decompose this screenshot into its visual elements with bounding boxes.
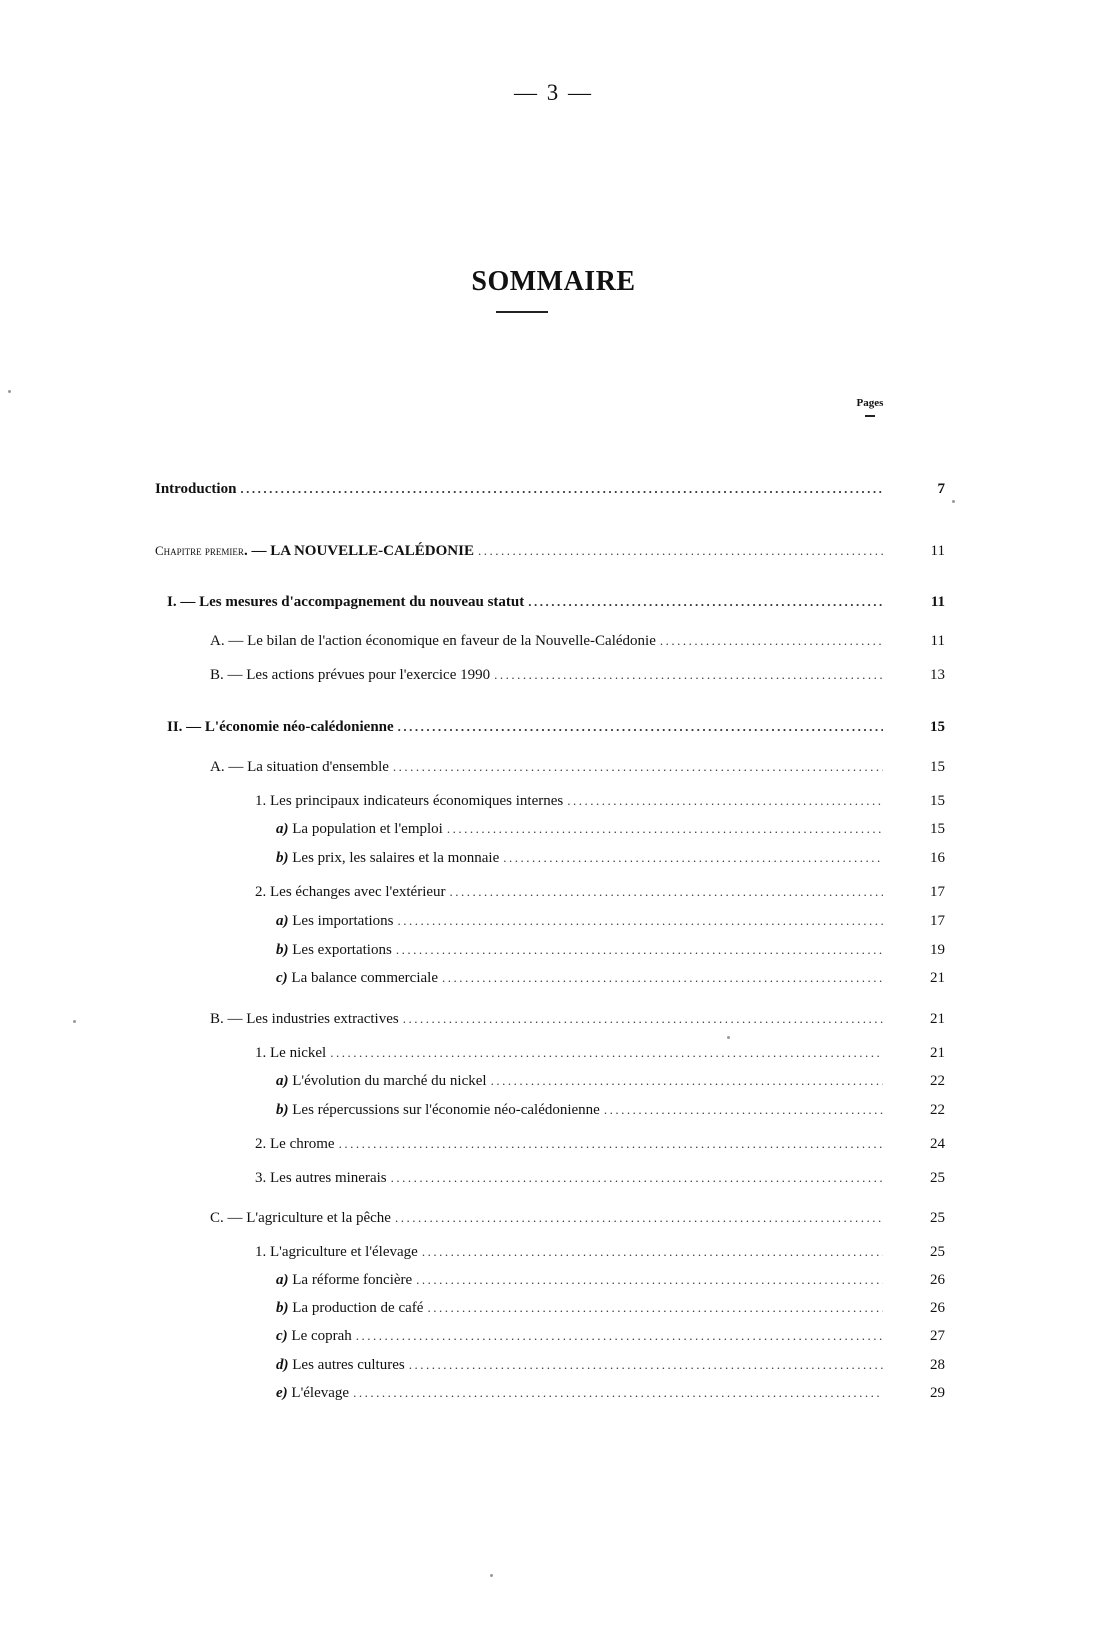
item-label: Les répercussions sur l'économie néo-calédonienne [292,1102,600,1118]
item-label: Les autres cultures [292,1357,405,1373]
toc-entry-section-2 [167,716,945,738]
dot-leader [391,1167,883,1189]
dot-leader [503,847,883,869]
toc-entry-text: 1. L'agriculture et l'élevage [255,1244,418,1260]
toc-entry-page: 15 [930,793,945,809]
toc-entry-page: 25 [930,1244,945,1260]
toc-entry-section-2-a-2-a [276,910,945,932]
dot-leader [491,1070,883,1092]
item-marker: b) [276,942,289,958]
toc-entry-section-2-b-1-a [276,1070,945,1092]
toc-entry-page: 21 [930,1011,945,1027]
toc-entry-section-1-b [210,664,945,686]
toc-entry-text [276,1297,423,1319]
toc-entry-text [276,1099,600,1121]
item-marker: a) [276,821,289,837]
toc-entry-section-2-a-1-b [276,847,945,869]
toc-entry-page: 28 [930,1357,945,1373]
dot-leader [660,630,883,652]
dot-leader [356,1325,883,1347]
toc-entry-section-2-c [210,1207,945,1229]
toc-entry-page: 19 [930,942,945,958]
toc-entry-text: Introduction [155,481,237,497]
toc-entry-text [276,847,499,869]
toc-entry-text [276,1269,412,1291]
page-number: — 3 — [514,80,593,105]
item-label: Le coprah [291,1328,352,1344]
toc-entry-section-2-b-1 [255,1042,945,1064]
toc-entry-text: B. — Les actions prévues pour l'exercice 1990 [210,667,491,683]
dot-leader [442,967,883,989]
toc-entry-text: C. — L'agriculture et la pêche [210,1210,391,1226]
item-label: Les prix, les salaires et la monnaie [292,850,500,866]
scan-speck [727,1036,730,1039]
toc-entry-page: 21 [930,970,945,986]
item-marker: a) [276,1272,289,1288]
item-marker: c) [276,1328,288,1344]
chapter-prefix: Chapitre premier [155,543,244,558]
dot-leader [528,591,883,613]
toc-entry-page: 26 [930,1272,945,1288]
toc-entry-section-2-c-1 [255,1241,945,1263]
toc-entry-section-1 [167,591,945,613]
toc-entry-section-2-b-3 [255,1167,945,1189]
dot-leader [447,818,883,840]
toc-entry-text: 2. Les échanges avec l'extérieur [255,884,446,900]
dot-leader [403,1008,883,1030]
toc-entry-text [155,540,474,562]
toc-entry-section-1-a [210,630,945,652]
item-marker: e) [276,1385,288,1401]
item-marker: b) [276,850,289,866]
toc-entry-text: I. — Les mesures d'accompagnement du nouveau statut [167,594,525,610]
toc-entry-page: 17 [930,884,945,900]
toc-entry-page: 16 [930,850,945,866]
toc-entry-page: 29 [930,1385,945,1401]
scan-speck [490,1574,493,1577]
item-marker: a) [276,1073,289,1089]
dot-leader [339,1133,883,1155]
dot-leader [396,939,883,961]
toc-entry-introduction [155,478,945,500]
item-label: Les exportations [292,942,392,958]
toc-entry-text: 1. Les principaux indicateurs économiques internes [255,793,564,809]
toc-entry-section-2-b-1-b [276,1099,945,1121]
item-marker: b) [276,1102,289,1118]
toc-entry-text [276,818,443,840]
scan-speck [952,500,955,503]
chapter-title: . — LA NOUVELLE-CALÉDONIE [243,543,474,559]
toc-entry-page: 27 [930,1328,945,1344]
toc-entry-page: 15 [930,821,945,837]
dot-leader [330,1042,883,1064]
toc-entry-section-2-b-2 [255,1133,945,1155]
toc-entry-page: 25 [930,1170,945,1186]
toc-entry-text: 3. Les autres minerais [255,1170,387,1186]
dot-leader [604,1099,883,1121]
toc-entry-section-2-a-2-c [276,967,945,989]
dot-leader [567,790,883,812]
toc-entry-text: II. — L'économie néo-calédonienne [167,719,394,735]
toc-entry-chapitre-premier [155,540,945,562]
toc-entry-page: 13 [930,667,945,683]
item-label: L'élevage [291,1385,350,1401]
toc-entry-section-2-a [210,756,945,778]
item-label: La réforme foncière [292,1272,413,1288]
toc-entry-text: 1. Le nickel [255,1045,327,1061]
toc-entry-text: B. — Les industries extractives [210,1011,399,1027]
dot-leader [398,910,884,932]
toc-entry-section-2-c-1-e [276,1382,945,1404]
scan-speck [73,1020,76,1023]
toc-entry-page: 25 [930,1210,945,1226]
toc-entry-page: 24 [930,1136,945,1152]
toc-entry-text [276,1354,405,1376]
toc-entry-section-2-a-2-b [276,939,945,961]
toc-entry-text: A. — La situation d'ensemble [210,759,389,775]
toc-entry-page: 21 [930,1045,945,1061]
dot-leader [393,756,883,778]
dot-leader [240,478,883,500]
toc-entry-page: 17 [930,913,945,929]
toc-entry-page: 22 [930,1073,945,1089]
item-label: La production de café [292,1300,424,1316]
dot-leader [353,1382,883,1404]
dot-leader [395,1207,883,1229]
dot-leader [427,1297,883,1319]
toc-entry-page: 11 [930,543,945,559]
item-label: L'évolution du marché du nickel [292,1073,487,1089]
toc-entry-page: 15 [930,759,945,775]
dot-leader [422,1241,883,1263]
item-marker: c) [276,970,288,986]
dot-leader [450,881,883,903]
toc-entry-page: 11 [930,633,945,649]
toc-entry-text [276,1070,487,1092]
toc-entry-section-2-a-2 [255,881,945,903]
toc-entry-section-2-c-1-b [276,1297,945,1319]
item-marker: b) [276,1300,289,1316]
toc-entry-section-2-c-1-c [276,1325,945,1347]
dot-leader [478,540,883,562]
item-label: La balance commerciale [291,970,438,986]
toc-entry-page: 15 [930,719,945,735]
toc-entry-section-2-c-1-a [276,1269,945,1291]
toc-entry-text [276,939,392,961]
page-title: SOMMAIRE [471,266,636,297]
toc-entry-section-2-a-1-a [276,818,945,840]
scan-speck [8,390,11,393]
toc-entry-page: 11 [930,594,945,610]
item-marker: d) [276,1357,289,1373]
toc-entry-text [276,910,394,932]
dot-leader [398,716,883,738]
toc-entry-text [276,967,438,989]
toc-entry-page: 22 [930,1102,945,1118]
dot-leader [409,1354,883,1376]
toc-entry-text: A. — Le bilan de l'action économique en faveur de la Nouvelle-Calédonie [210,633,656,649]
toc-entry-text: 2. Le chrome [255,1136,335,1152]
toc-entry-page: 7 [937,481,945,497]
toc-entry-section-2-b [210,1008,945,1030]
item-label: Les importations [292,913,394,929]
toc-entry-page: 26 [930,1300,945,1316]
toc-entry-text [276,1382,349,1404]
dot-leader [494,664,883,686]
toc-entry-text [276,1325,352,1347]
dot-leader [416,1269,883,1291]
toc-entry-section-2-c-1-d [276,1354,945,1376]
item-marker: a) [276,913,289,929]
toc-entry-section-2-a-1 [255,790,945,812]
item-label: La population et l'emploi [292,821,443,837]
pages-column-header: Pages [856,397,884,409]
